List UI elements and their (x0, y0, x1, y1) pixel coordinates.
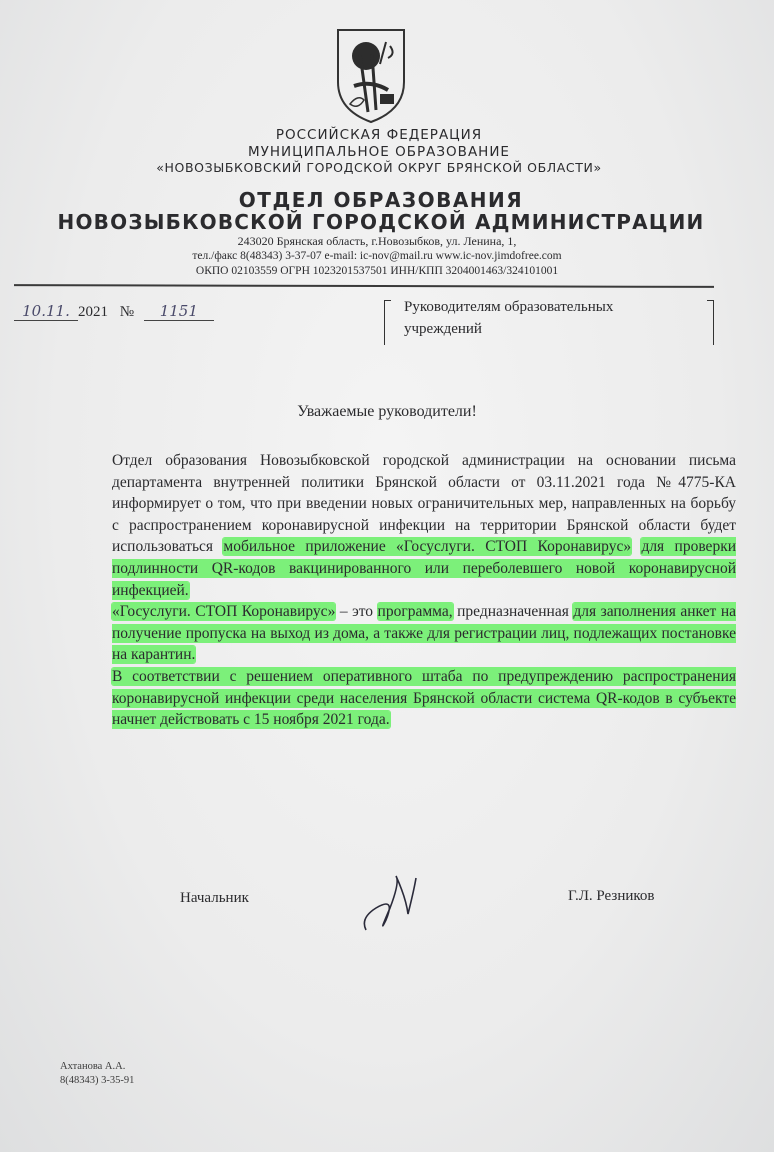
highlight-app-name-2: «Госуслуги. СТОП Коронавирус» (112, 603, 336, 621)
header-district: «НОВОЗЫБКОВСКИЙ ГОРОДСКОЙ ОКРУГ БРЯНСКОЙ ОБЛАСТИ» (156, 160, 602, 175)
header-registry-codes: ОКПО 02103559 ОГРН 1023201537501 ИНН/КПП 3204001463/324101001 (195, 265, 559, 277)
addressee-line-2: учреждений (404, 321, 482, 337)
letter-body (72, 450, 736, 731)
executor-info (60, 1060, 134, 1088)
addressee-block (384, 296, 714, 346)
document-date-number (14, 302, 214, 321)
highlight-app-name: мобильное приложение «Госуслуги. СТОП Коронавирус» (223, 538, 632, 556)
number-sign: № (119, 304, 135, 320)
signatory-title: Начальник (180, 890, 249, 906)
document-year: 2021 (78, 304, 108, 320)
addressee-corner-right (707, 300, 714, 345)
paragraph-1-text: Отдел образования Новозыбковской городской администрации на основании письма департамента внутренней политики Брянской области от 03.11.2021 года №4775-КА информирует о том, что при введении новых ограничительных мер, направленных на борьбу с распространением коронавирусной инфекции на территории Брянской области будет использоваться (112, 452, 736, 556)
addressee-corner-left (384, 300, 391, 345)
header-department-subtitle: НОВОЗЫБКОВСКОЙ ГОРОДСКОЙ АДМИНИСТРАЦИИ (57, 210, 705, 234)
coat-of-arms-emblem (330, 24, 412, 124)
highlight-qr-check: для проверки подлинности QR-кодов вакцинированного или переболевшего новой коронавирусной инфекцией. (112, 538, 737, 599)
executor-phone: 8(48343) 3-35-91 (60, 1075, 135, 1086)
header-country: РОССИЙСКАЯ ФЕДЕРАЦИЯ (275, 127, 483, 143)
highlight-qr-start-date: В соответствии с решением оперативного штаба по предупреждению распространения коронавирусной инфекции среди населения Брянской области система QR-кодов в субъекте начнет действовать с 15 ноября 2021 года. (112, 667, 736, 729)
header-contacts: тел./факс 8(48343) 3-37-07 e-mail: ic-nov@mail.ru www.ic-nov.jimdofree.com (192, 250, 562, 262)
greeting: Уважаемые руководители! (297, 403, 477, 420)
highlight-program: программа, (377, 603, 453, 621)
executor-name: Ахтанова А.А. (60, 1061, 126, 1072)
handwritten-number: 1151 (144, 302, 214, 321)
header-address: 243020 Брянская область, г.Новозыбков, ул. Ленина, 1, (237, 234, 517, 248)
paragraph-3 (72, 666, 736, 731)
highlight-purpose: для заполнения анкет на получение пропуска на выход из дома, а также для регистрации лиц, подлежащих постановке на карантин. (112, 603, 736, 664)
addressee-line-1: Руководителям образовательных (404, 299, 614, 315)
paragraph-1 (72, 450, 736, 601)
header-department-title: ОТДЕЛ ОБРАЗОВАНИЯ (238, 188, 524, 212)
signatory-name: Г.Л. Резников (568, 888, 655, 904)
paragraph-2: «Госуслуги. СТОП Коронавирус» – это программа, предназначенная для заполнения анкет на получение пропуска на выход из дома, а также для регистрации лиц, подлежащих постановке на карантин. (112, 603, 736, 664)
header-municipality: МУНИЦИПАЛЬНОЕ ОБРАЗОВАНИЕ (248, 144, 510, 160)
handwritten-date: 10.11. (14, 302, 78, 321)
header-divider (14, 284, 714, 288)
handwritten-signature (356, 868, 436, 938)
